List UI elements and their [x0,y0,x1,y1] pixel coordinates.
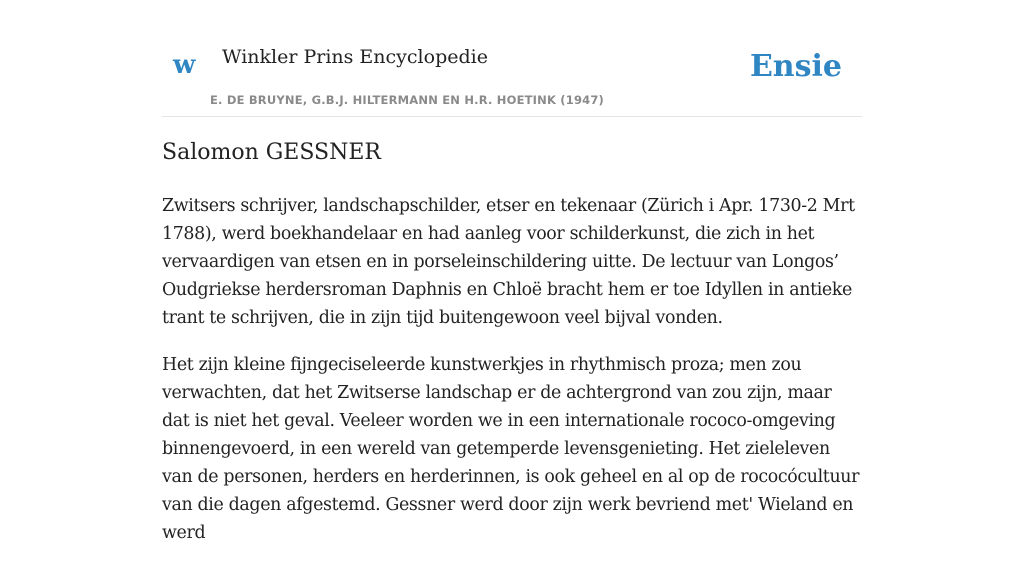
article-body [162,192,862,566]
page [162,0,862,543]
site-logo[interactable]: w [173,50,196,80]
site-title[interactable]: Winkler Prins Encyclopedie [222,46,488,68]
authors-subtitle: E. DE BRUYNE, G.B.J. HILTERMANN EN H.R. HOETINK (1947) [210,93,605,107]
article-paragraph: Het zijn kleine fijngeciseleerde kunstwerkjes in rhythmisch proza; men zou verwachten, dat het Zwitserse landschap er de achtergrond van zou zijn, maar dat is niet het geval. Veeleer worden we in een internationale rococo-omgeving binnengevoerd, in een wereld van getemperde levensgenieting. Het zieleleven van de personen, herders en herderinnen, is ook geheel en al op de rococócultuur van die dagen afgestemd. Gessner werd door zijn werk bevriend met' Wieland en werd [162,355,860,543]
article-paragraph: Zwitsers schrijver, landschapschilder, etser en tekenaar (Zürich i Apr. 1730-2 Mrt 1788), werd boekhandelaar en had aanleg voor schilderkunst, die zich in het vervaardigen van etsen en in porseleinschildering uitte. De lectuur van Longos’ Oudgriekse herdersroman Daphnis en Chloë bracht hem er toe Idyllen in antieke trant te schrijven, die in zijn tijd buitengewoon veel bijval vonden. [162,196,855,328]
brand-logo[interactable]: Ensie [749,49,842,84]
article-title: Salomon GESSNER [162,140,382,165]
site-header [162,0,862,117]
